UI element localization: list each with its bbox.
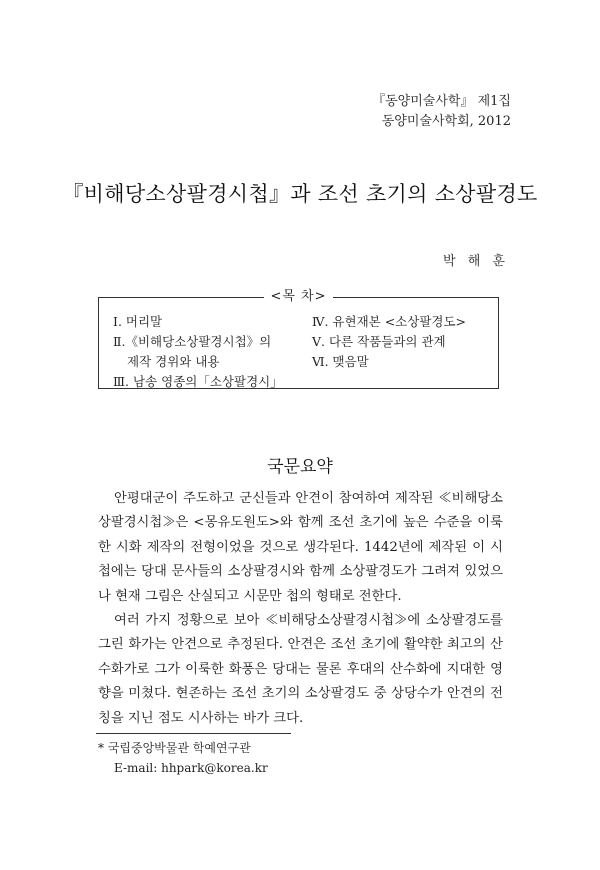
author-affiliation: * 국립중앙박물관 학예연구관: [98, 741, 251, 755]
toc-item-2: Ⅱ.《비해당소상팔경시첩》의: [113, 334, 272, 349]
abstract-paragraph-1: 안평대군이 주도하고 군신들과 안견이 참여하여 제작된 ≪비해당소상팔경시첩≫은 <몽유도원도>와 함께 조선 초기에 높은 수준을 이룩한 시화 제작의 전형이었을 것으로 생각된다. 1442년에 제작된 이 시첩에는 당대 문사들의 소상팔경시와 함께 소상팔경도가 그려져 있었으나 현재 그림은 산실되고 시문만 첩의 형태로 전한다.: [98, 491, 503, 604]
abstract-heading: 국문요약: [267, 457, 333, 477]
author-name: 박 해 훈: [443, 254, 509, 269]
author-email: E-mail: hhpark@korea.kr: [114, 761, 268, 775]
toc-item-4: Ⅳ. 유현재본 <소상팔경도>: [312, 314, 467, 329]
toc-right-column: [312, 312, 466, 372]
toc-header: [99, 289, 498, 305]
toc-item-2-continued: 제작 경위와 내용: [127, 354, 220, 369]
footnote-divider: [96, 733, 291, 734]
toc-item-6: Ⅵ. 맺음말: [312, 354, 369, 369]
toc-header-label: <목 차>: [264, 289, 332, 304]
paper-title: 『비해당소상팔경시첩』과 조선 초기의 소상팔경도: [62, 182, 538, 206]
publisher-year: 동양미술사학회, 2012: [381, 114, 511, 129]
toc-item-1: Ⅰ. 머리말: [113, 314, 163, 329]
abstract-body: [98, 487, 503, 731]
footnote: [98, 738, 268, 778]
table-of-contents: [98, 289, 499, 389]
journal-info: [372, 92, 511, 132]
toc-item-5: Ⅴ. 다른 작품들과의 관계: [312, 334, 446, 349]
toc-left-column: [113, 312, 283, 392]
abstract-paragraph-2: 여러 가지 정황으로 보아 ≪비해당소상팔경시첩≫에 소상팔경도를 그린 화가는 안견으로 추정된다. 안견은 조선 초기에 활약한 최고의 산수화가로 그가 이룩한 화풍은 당대는 물론 후대의 산수화에 지대한 영향을 미쳤다. 현존하는 조선 초기의 소상팔경도 중 상당수가 안견의 전칭을 지닌 점도 시사하는 바가 크다.: [98, 613, 503, 726]
toc-item-3: Ⅲ. 남송 영종의「소상팔경시」: [113, 374, 283, 389]
journal-name: 『동양미술사학』 제1집: [372, 94, 511, 109]
